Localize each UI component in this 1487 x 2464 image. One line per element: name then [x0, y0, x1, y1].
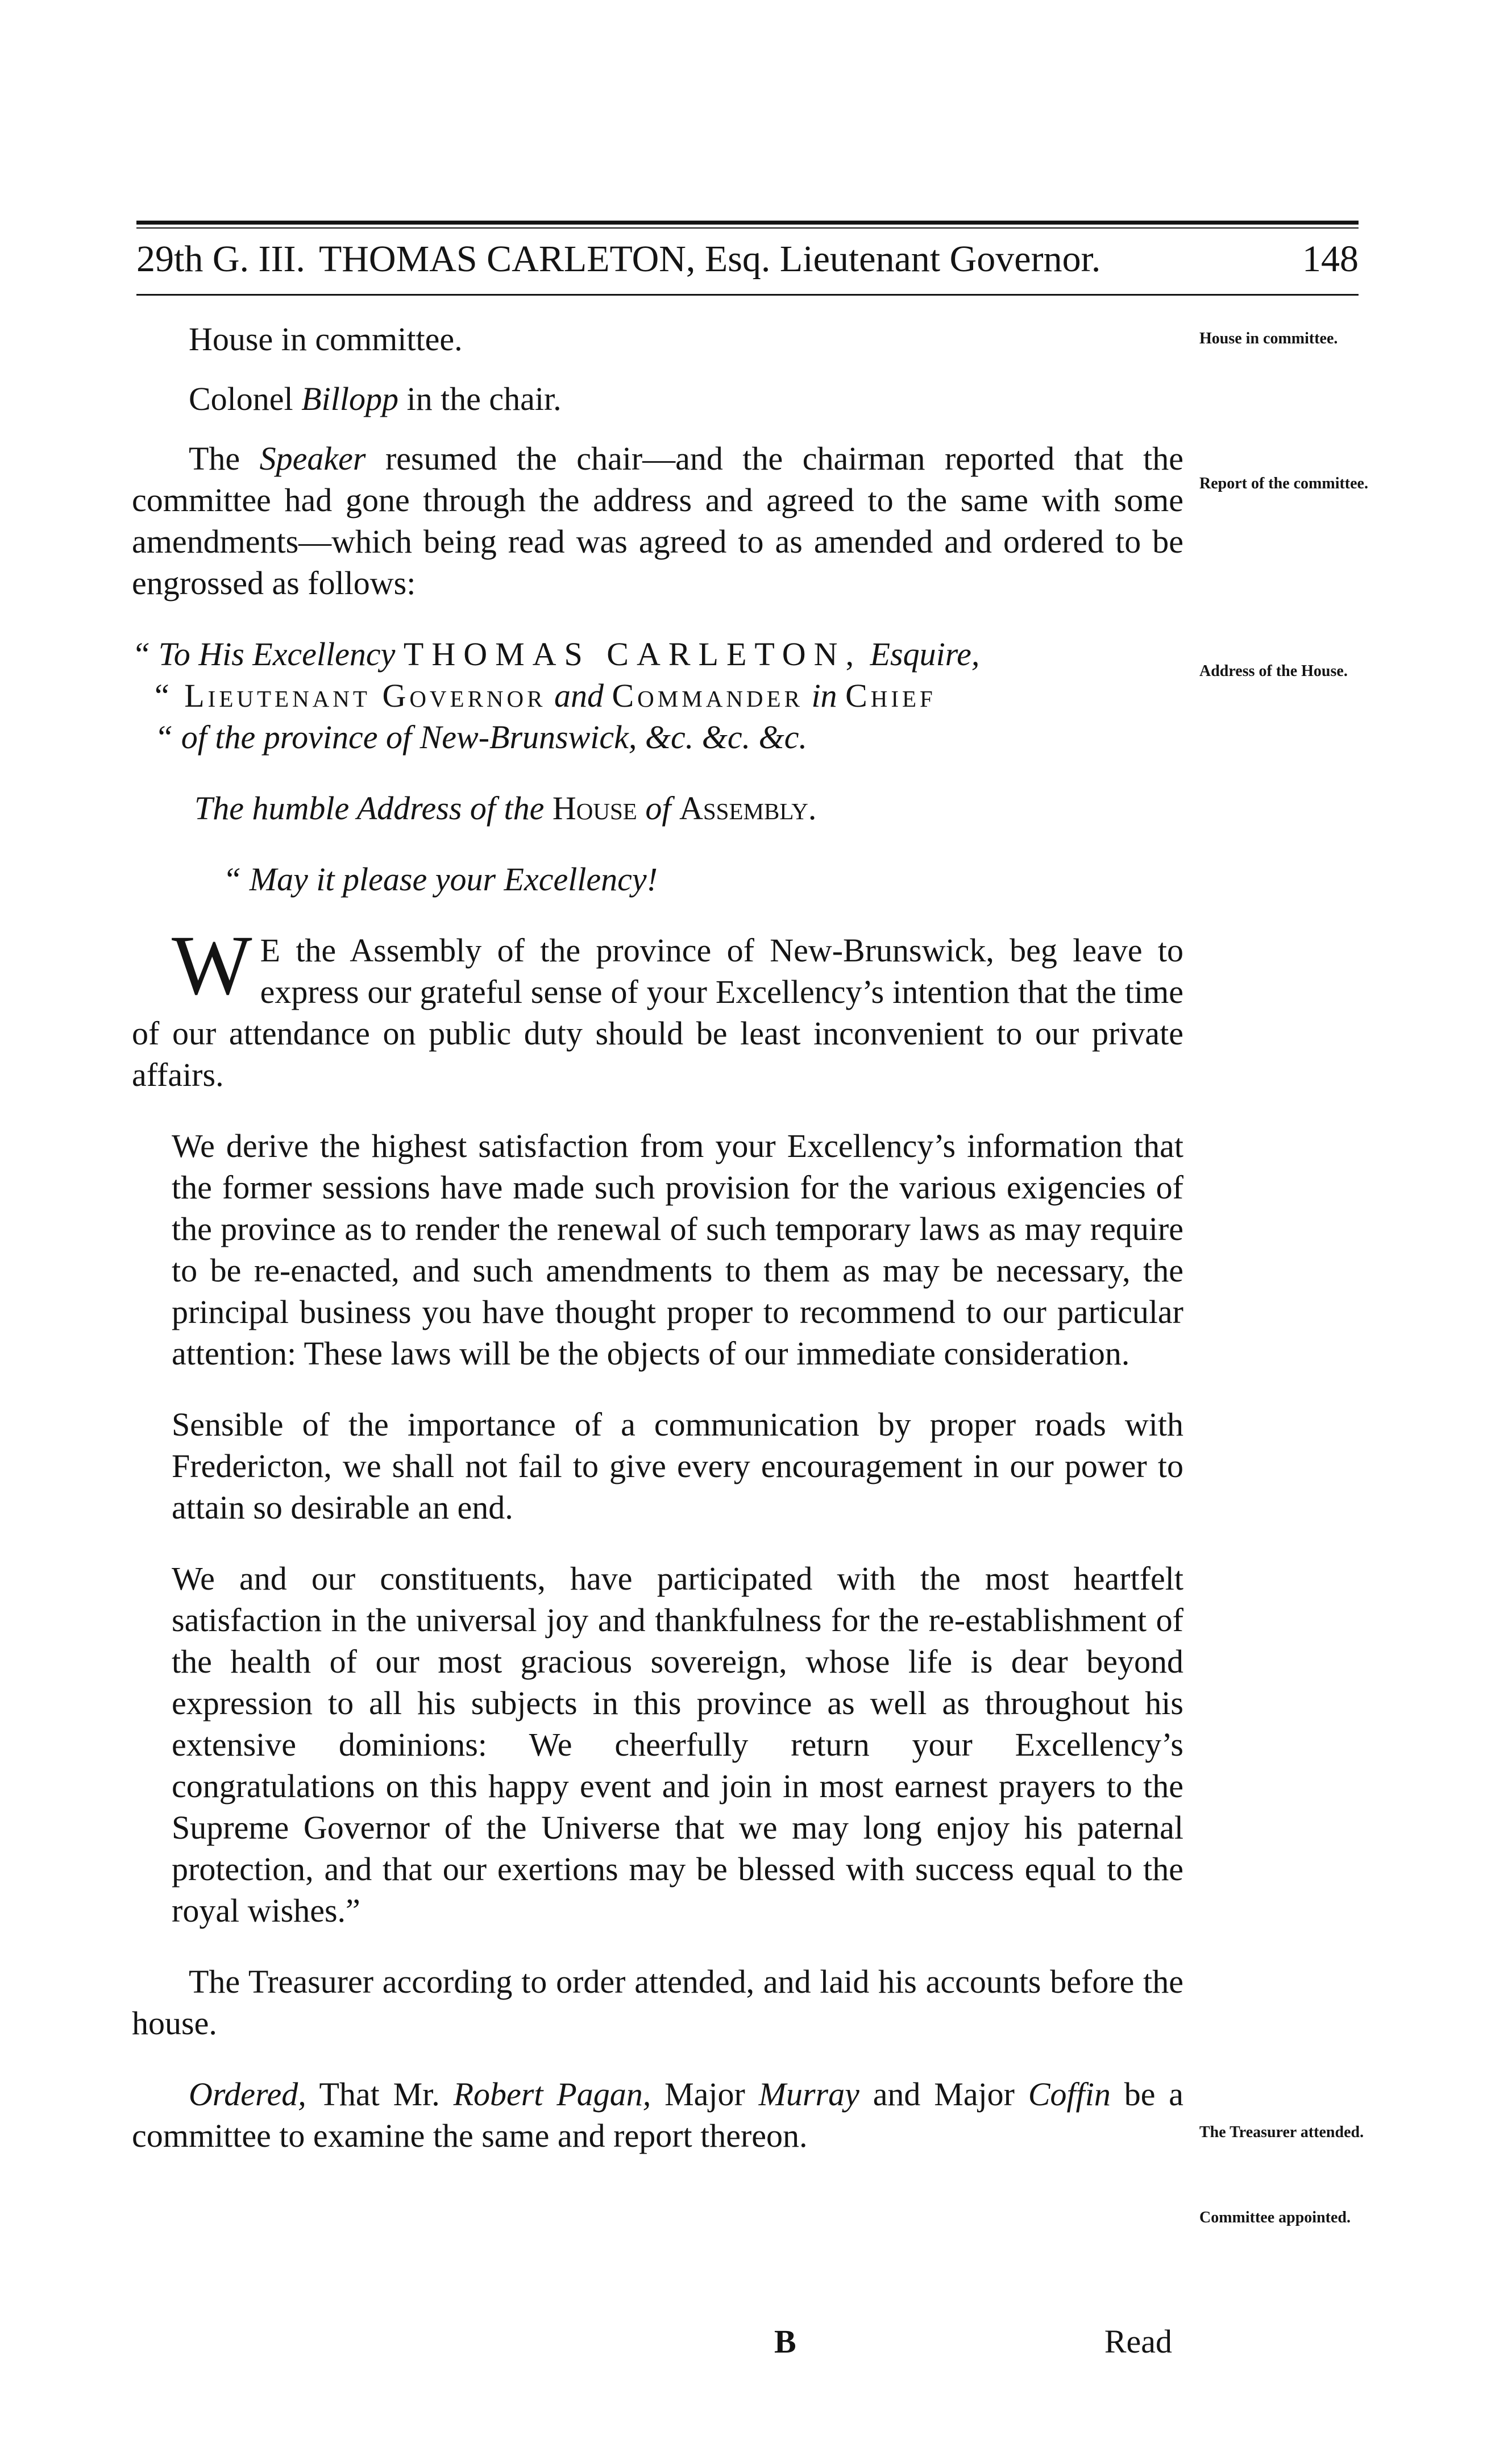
- ordered-c: and Major: [873, 2076, 1015, 2113]
- address-esquire: Esquire,: [870, 636, 980, 673]
- report-text: resumed the chair—and the chairman reported that the committee had gone through the address and agreed to the same with some amendments—which being read was agreed to as amended and ordered to be engrossed as follows:: [132, 440, 1183, 602]
- drop-cap: W: [172, 918, 252, 1013]
- address-province: “ of the province of New-Brunswick, &c. &c. &c.: [155, 719, 807, 756]
- may-it-please-line: [132, 858, 1183, 900]
- running-title: THOMAS CARLETON, Esq. Lieutenant Governor.: [318, 238, 1101, 280]
- address-to: “ To His Excellency: [132, 636, 396, 673]
- address-in: in: [811, 677, 837, 714]
- may-it-please: “ May it please your Excellency!: [223, 861, 658, 898]
- address-paragraph-4: [132, 1558, 1183, 1931]
- report-intro: The: [189, 440, 240, 477]
- header-rule-bottom: [136, 294, 1359, 296]
- margin-note-treasurer: The Treasurer attended.: [1199, 2123, 1364, 2141]
- house-in-committee-line: House in committee.: [189, 321, 463, 358]
- humble-house: House: [552, 790, 637, 827]
- address-chief: Chief: [845, 677, 936, 714]
- running-head: [136, 238, 1359, 292]
- ordered-paragraph: [132, 2073, 1183, 2156]
- humble-of: of: [645, 790, 671, 827]
- address-heading-line-2: [132, 675, 1183, 716]
- ordered-label: Ordered,: [189, 2076, 306, 2113]
- paragraph-1-text: E the Assembly of the province of New-Brunswick, beg leave to express our grateful sense of your Excellency’s intention that the time of our attendance on public duty should be least inconvenient to our private affairs.: [132, 932, 1183, 1093]
- ordered-murray: Murray: [758, 2076, 859, 2113]
- address-paragraph-1: [132, 918, 1183, 1096]
- paragraph-4-text: We and our constituents, have participated with the most heartfelt satisfaction in the universal joy and thankfulness for the re-establishment of the health of our most gracious sovereign, whose life is dear beyond expression to all his subjects in this province as well as throughout his extensive dominions: We cheerfully return your Excellency’s congratulations on this happy event and join in most earnest prayers to the Supreme Governor of the Universe that we may long enjoy his paternal protection, and that our exertions may be blessed with success equal to the royal wishes.”: [172, 1560, 1183, 1929]
- address-and: and: [554, 677, 604, 714]
- page-footer: [132, 2322, 1183, 2368]
- address-name: THOMAS CARLETON,: [403, 636, 862, 673]
- chair-prefix: Colonel: [189, 380, 293, 417]
- address-lt-governor: “ Lieutenant Governor: [155, 677, 546, 714]
- margin-note-committee: Committee appointed.: [1199, 2209, 1351, 2226]
- paragraph-3-text: Sensible of the importance of a communication by proper roads with Fredericton, we shall not fail to give every encouragement in our power to attain so desirable an end.: [172, 1406, 1183, 1526]
- chair-line: [132, 378, 1183, 420]
- page-number: 148: [1302, 238, 1359, 280]
- humble-address-line: [132, 787, 1183, 829]
- humble-address-a: The humble Address of the: [194, 790, 545, 827]
- address-paragraph-3: [132, 1404, 1183, 1528]
- margin-note-house-in-committee: House in committee.: [1199, 330, 1338, 347]
- address-heading-line-1: [132, 633, 1183, 675]
- header-rule-top: [136, 221, 1359, 225]
- report-speaker: Speaker: [259, 440, 366, 477]
- humble-assembly: Assembly.: [679, 790, 817, 827]
- ordered-d: be a committee to examine the same and report thereon.: [132, 2076, 1183, 2154]
- ordered-a: That Mr.: [319, 2076, 440, 2113]
- margin-note-address: Address of the House.: [1199, 662, 1348, 680]
- ordered-coffin: Coffin: [1028, 2076, 1111, 2113]
- regnal-year: 29th G. III.: [136, 238, 305, 280]
- catchword: Read: [1104, 2323, 1172, 2360]
- address-heading-line-3: [132, 716, 1183, 758]
- header-rule-top-thin: [136, 227, 1359, 229]
- ordered-pagan: Robert Pagan,: [453, 2076, 651, 2113]
- body-text: [132, 318, 1183, 2156]
- report-paragraph: [132, 438, 1183, 604]
- margin-note-report: Report of the committee.: [1199, 475, 1368, 492]
- chair-suffix: in the chair.: [406, 380, 562, 417]
- ordered-b: Major: [664, 2076, 745, 2113]
- paragraph-2-text: We derive the highest satisfaction from your Excellency’s information that the former sessions have made such provision for the various exigencies of the province as to render the renewal of such temporary laws as may require to be re-enacted, and such amendments to them as may be necessary, the principal business you have thought proper to recommend to our particular attention: These laws will be the objects of our immediate consideration.: [172, 1127, 1183, 1372]
- signature-mark: B: [774, 2323, 796, 2360]
- chair-name: Billopp: [301, 380, 398, 417]
- treasurer-paragraph: The Treasurer according to order attended, and laid his accounts before the house.: [132, 1963, 1183, 2042]
- address-commander: Commander: [612, 677, 803, 714]
- address-paragraph-2: [132, 1125, 1183, 1374]
